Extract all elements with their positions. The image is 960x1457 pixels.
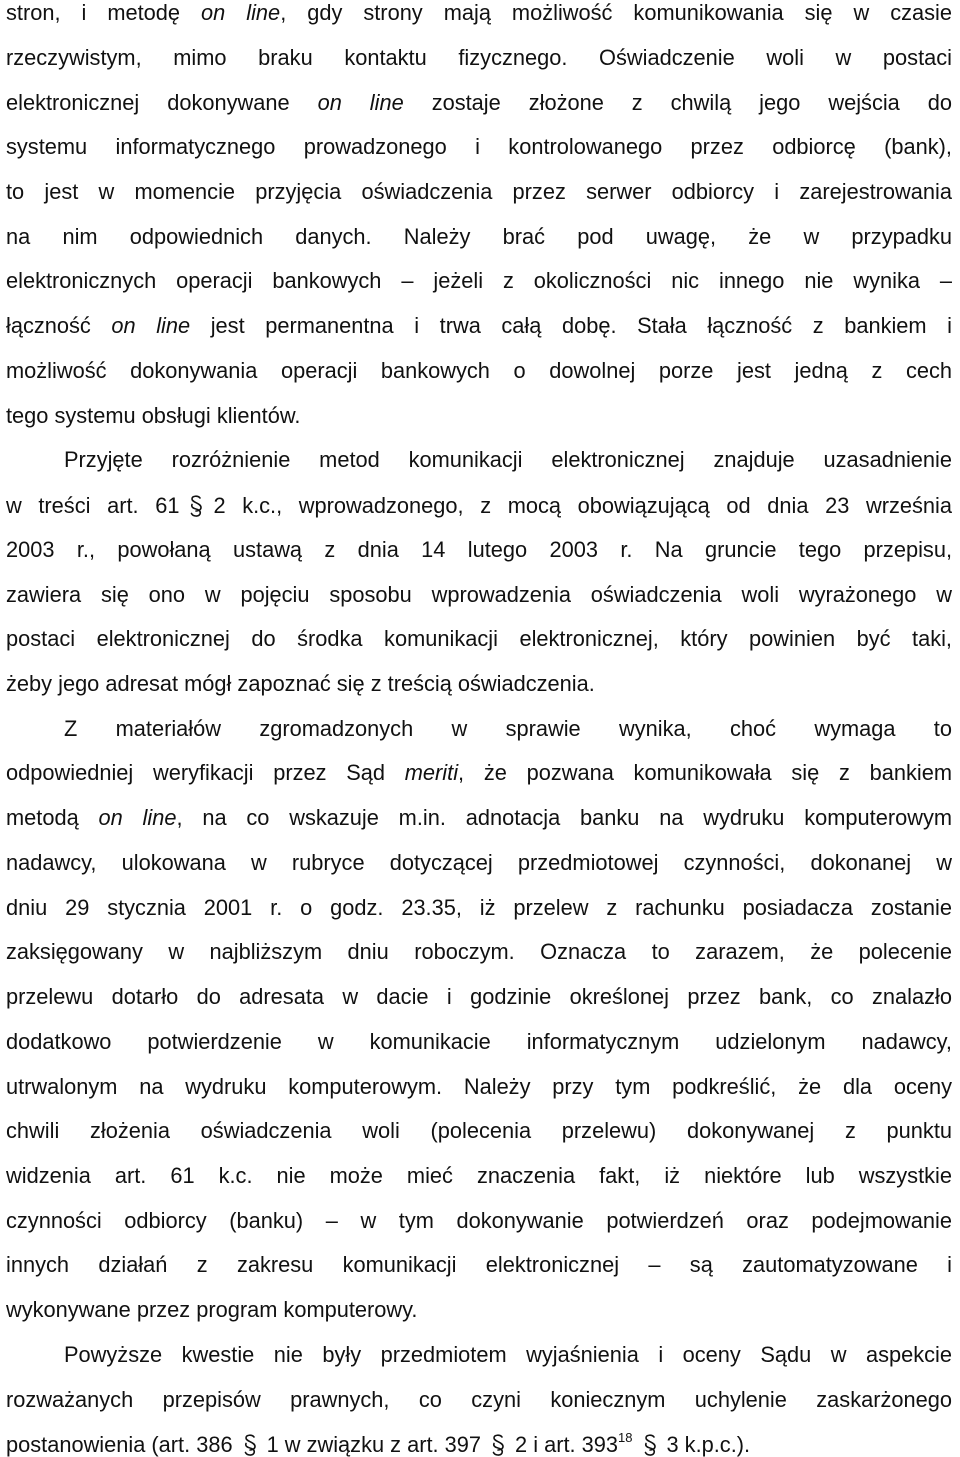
text-line (6, 1299, 417, 1321)
text-segment: przelewu dotarło do adresata w dacie i godzinie określonej przez bank, co znalazło (6, 984, 952, 1010)
text-line (64, 1341, 952, 1367)
text-segment: 2 i art. 393 (515, 1432, 619, 1457)
text-line (6, 986, 952, 1008)
text-segment: postanowienia (art. 386 (6, 1432, 233, 1457)
text-line (6, 581, 952, 607)
text-line (6, 807, 952, 829)
text-line (6, 178, 952, 204)
text-line (6, 270, 952, 292)
text-segment: widzenia art. 61 k.c. nie może mieć znaczenia fakt, iż niektóre lub wszystkie (6, 1163, 952, 1188)
text-segment: nadawcy, ulokowana w rubryce dotyczącej przedmiotowej czynności, dokonanej w (6, 849, 952, 875)
text-line (6, 894, 952, 920)
text-segment: dniu 29 stycznia 2001 r. o godz. 23.35, iż przelew z rachunku posiadacza zostanie (6, 894, 952, 920)
text-line (6, 1120, 952, 1142)
text-segment: utrwalonym na wydruku komputerowym. Należy przy tym podkreślić, że dla oceny (6, 1073, 952, 1099)
text-line (6, 357, 952, 383)
text-segment: innych działań z zakresu komunikacji elektronicznej – są zautomatyzowane i (6, 1252, 952, 1278)
text-line (6, 89, 953, 115)
section-sign-icon (185, 494, 207, 516)
text-segment: jest permanentna i trwa całą dobę. Stała łączność z bankiem i (190, 313, 953, 339)
text-segment: wykonywane przez program komputerowy. (6, 1297, 418, 1323)
text-line (6, 849, 952, 875)
text-segment: zostaje złożone z chwilą jego wejścia do (403, 89, 953, 115)
text-line (6, 1028, 952, 1054)
text-segment: dodatkowo potwierdzenie w komunikacie informatycznym udzielonym nadawcy, (6, 1028, 952, 1054)
italic-text: meriti (404, 760, 459, 786)
text-segment: możliwość dokonywania operacji bankowych o dowolnej porze jest jedną z cech (6, 357, 952, 383)
text-segment: metodą (6, 805, 99, 831)
text-line (6, 628, 952, 650)
text-line (6, 1386, 952, 1412)
text-segment: elektronicznej dokonywane (6, 89, 318, 115)
text-segment: Przyjęte rozróżnienie metod komunikacji elektronicznej znajduje uzasadnienie (64, 447, 952, 473)
section-sign-icon (239, 1433, 261, 1455)
text-segment: żeby jego adresat mógł zapoznać się z treścią oświadczenia. (6, 670, 595, 696)
text-segment: 3 k.p.c.). (666, 1432, 751, 1457)
text-segment: , na co wskazuje m.in. adnotacja banku na wydruku komputerowym (176, 805, 953, 831)
text-segment: Powyższe kwestie nie były przedmiotem wyjaśnienia i oceny Sądu w aspekcie (64, 1341, 952, 1367)
text-segment: chwili złożenia oświadczenia woli (polecenia przelewu) dokonywanej z punktu (6, 1118, 952, 1144)
text-segment: Z materiałów zgromadzonych w sprawie wynika, choć wymaga to (64, 715, 952, 741)
text-segment: czynności odbiorcy (banku) – w tym dokonywanie potwierdzeń oraz podejmowanie (6, 1207, 952, 1233)
text-line (6, 1254, 952, 1276)
text-line (6, 1207, 952, 1233)
text-segment: , że pozwana komunikowała się z bankiem (458, 760, 952, 786)
italic-text: on line (98, 805, 177, 831)
text-segment: to jest w momencie przyjęcia oświadczenia przez serwer odbiorcy i zarejestrowania (6, 178, 952, 204)
text-segment: elektronicznych operacji bankowych – jeżeli z okoliczności nic innego nie wynika – (6, 268, 952, 294)
text-segment: rozważanych przepisów prawnych, co czyni koniecznym uchylenie zaskarżonego (6, 1386, 952, 1412)
italic-text: on line (111, 313, 191, 339)
text-line (6, 402, 301, 428)
text-segment: systemu informatycznego prowadzonego i kontrolowanego przez odbiorcę (bank), (6, 134, 952, 160)
text-segment: rzeczywistym, mimo braku kontaktu fizycznego. Oświadczenie woli w postaci (6, 44, 952, 70)
text-line (6, 2, 952, 24)
text-segment: , gdy strony mają możliwość komunikowania się w czasie (280, 0, 952, 25)
italic-text: on line (317, 89, 404, 115)
text-segment: na nim odpowiednich danych. Należy brać pod uwagę, że w przypadku (6, 223, 952, 249)
text-line (6, 1165, 952, 1187)
text-segment: stron, i metodę (6, 0, 202, 25)
text-line (64, 449, 952, 471)
text-segment: 2 k.c., wprowadzonego, z mocą obowiązującą od dnia 23 września (213, 493, 952, 518)
text-line (6, 494, 952, 517)
text-line (6, 670, 595, 696)
text-segment: postaci elektronicznej do środka komunikacji elektronicznej, który powinien być taki, (6, 626, 952, 652)
text-line (6, 223, 952, 249)
text-line (6, 941, 952, 963)
text-segment: zawiera się ono w pojęciu sposobu wprowadzenia oświadczenia woli wyrażonego w (6, 581, 952, 607)
text-line (6, 44, 952, 70)
superscript: 18 (618, 1430, 633, 1446)
text-line (64, 715, 952, 741)
section-sign-icon (639, 1433, 661, 1455)
text-segment: odpowiedniej weryfikacji przez Sąd (6, 760, 405, 786)
text-line (6, 536, 952, 562)
section-sign-icon (487, 1433, 509, 1455)
text-line (6, 1430, 751, 1457)
text-segment: 1 w związku z art. 397 (266, 1432, 482, 1457)
text-segment: w treści art. 61 (6, 493, 180, 518)
text-line (6, 1073, 952, 1099)
text-segment: łączność (6, 313, 112, 339)
text-line (6, 136, 952, 158)
text-segment: 2003 r., powołaną ustawą z dnia 14 lutego 2003 r. Na gruncie tego przepisu, (6, 536, 952, 562)
italic-text: on line (201, 0, 281, 25)
text-segment: tego systemu obsługi klientów. (6, 402, 301, 428)
text-segment: zaksięgowany w najbliższym dniu roboczym. Oznacza to zarazem, że polecenie (6, 939, 952, 965)
text-line (6, 762, 952, 784)
text-line (6, 315, 952, 337)
